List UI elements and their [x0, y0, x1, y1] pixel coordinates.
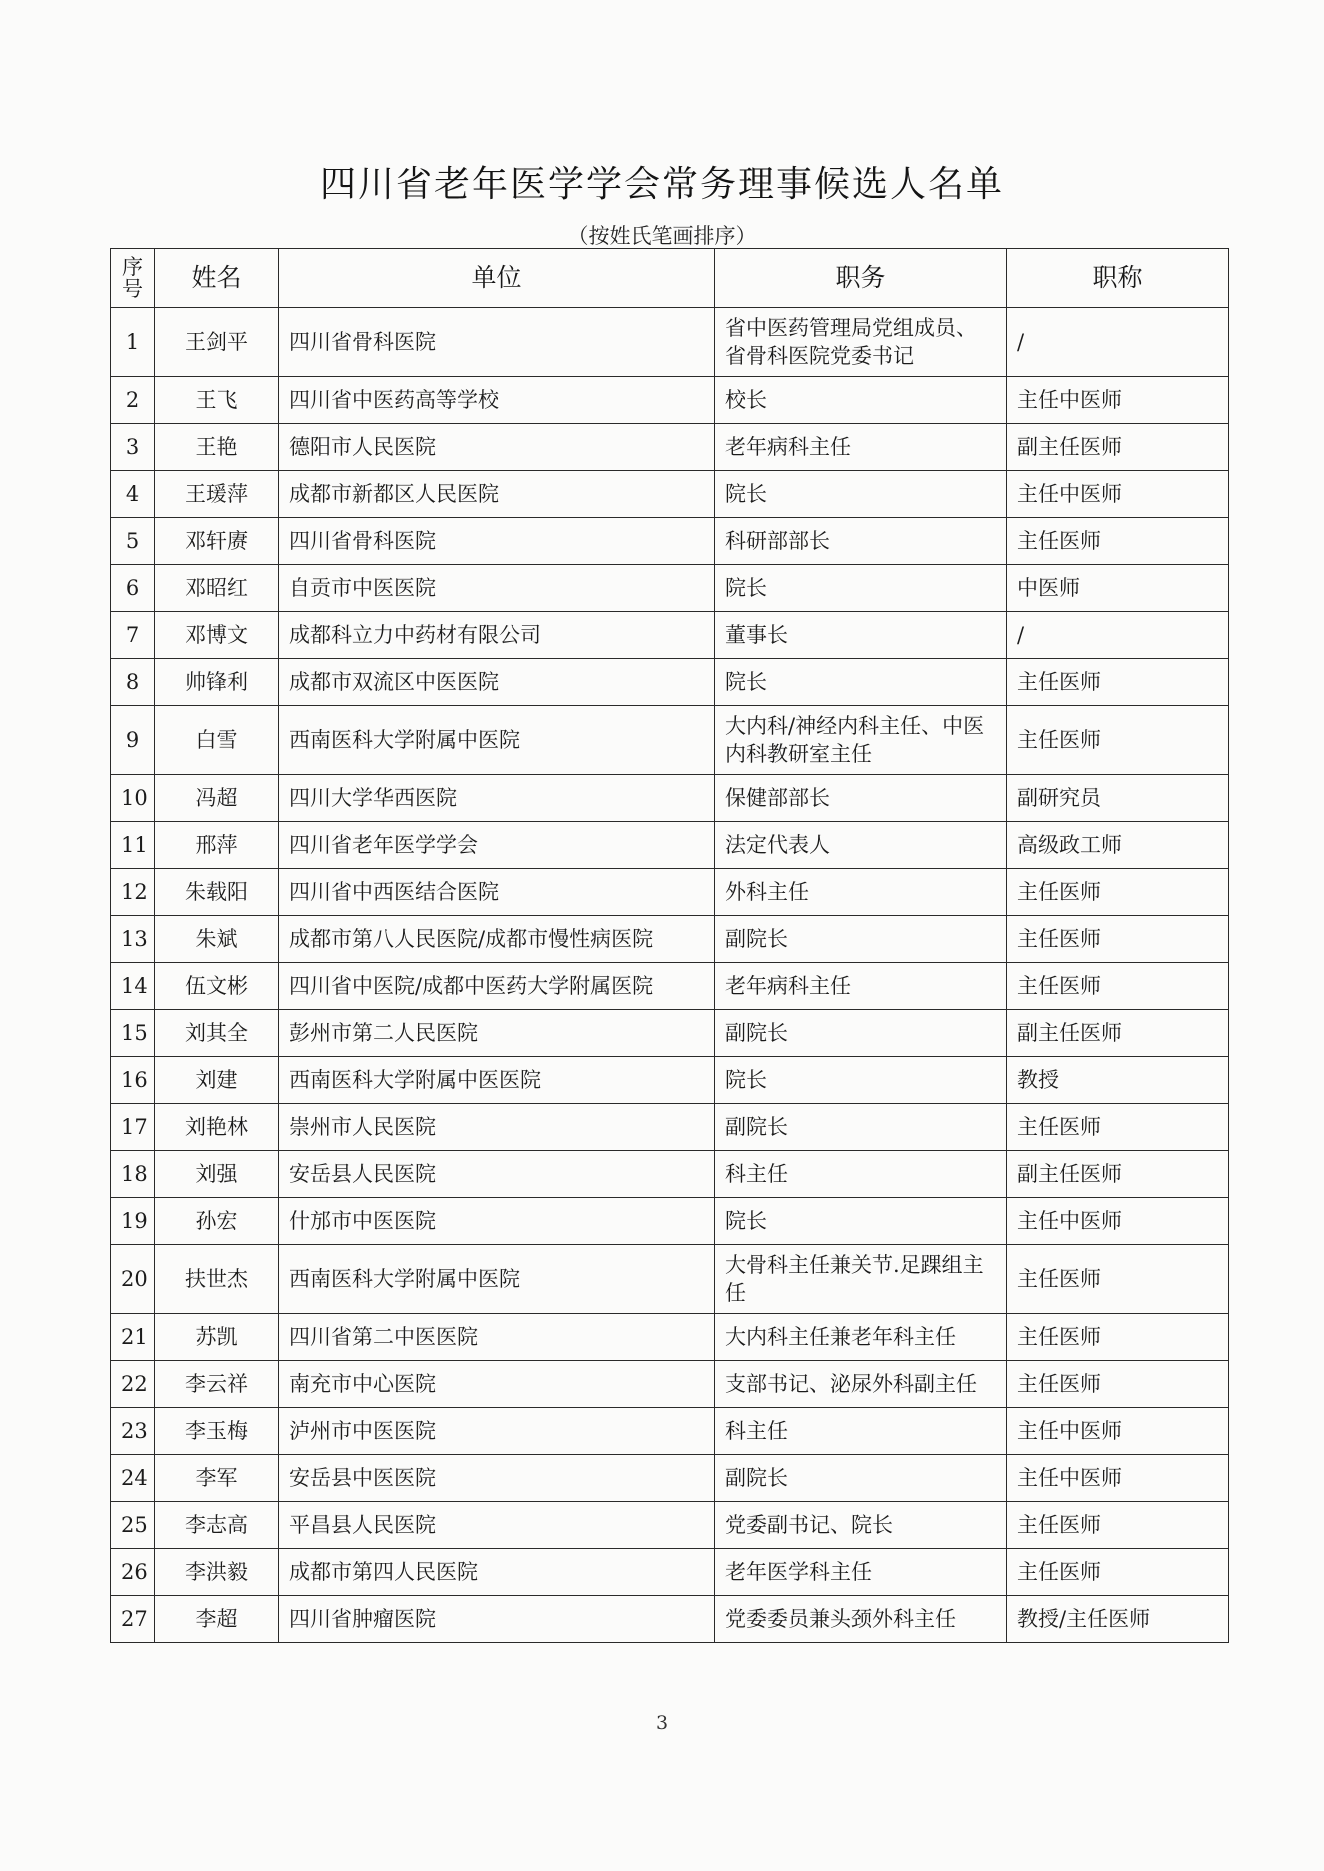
header-unit: 单位	[279, 249, 715, 308]
row-post: 院长	[715, 659, 1007, 706]
header-rank: 职称	[1007, 249, 1229, 308]
row-number: 5	[111, 518, 155, 565]
row-name: 王飞	[155, 377, 279, 424]
row-name: 刘艳林	[155, 1104, 279, 1151]
candidate-table	[110, 248, 1229, 1643]
row-name: 王瑗萍	[155, 471, 279, 518]
row-rank: 高级政工师	[1007, 822, 1229, 869]
row-rank: 副主任医师	[1007, 1151, 1229, 1198]
table-row	[111, 706, 1229, 775]
row-unit: 泸州市中医医院	[279, 1408, 715, 1455]
row-rank: 副主任医师	[1007, 1010, 1229, 1057]
row-name: 白雪	[155, 706, 279, 775]
row-post: 副院长	[715, 1455, 1007, 1502]
header-seq: 序号	[111, 249, 155, 308]
row-post: 院长	[715, 565, 1007, 612]
table-row	[111, 518, 1229, 565]
row-post: 科主任	[715, 1408, 1007, 1455]
row-number: 15	[111, 1010, 155, 1057]
row-post: 院长	[715, 1057, 1007, 1104]
row-unit: 四川大学华西医院	[279, 775, 715, 822]
row-number: 6	[111, 565, 155, 612]
row-name: 李军	[155, 1455, 279, 1502]
row-number: 14	[111, 963, 155, 1010]
row-post: 副院长	[715, 1010, 1007, 1057]
row-rank: 主任中医师	[1007, 1408, 1229, 1455]
page-subtitle: （按姓氏笔画排序）	[567, 224, 757, 248]
table-row	[111, 822, 1229, 869]
row-name: 邓博文	[155, 612, 279, 659]
row-unit: 安岳县中医医院	[279, 1455, 715, 1502]
row-number: 27	[111, 1596, 155, 1643]
table-row	[111, 612, 1229, 659]
row-unit: 成都市双流区中医医院	[279, 659, 715, 706]
table-row	[111, 1596, 1229, 1643]
row-post: 省中医药管理局党组成员、省骨科医院党委书记	[715, 308, 1007, 377]
row-unit: 四川省第二中医医院	[279, 1314, 715, 1361]
row-unit: 四川省老年医学学会	[279, 822, 715, 869]
row-name: 冯超	[155, 775, 279, 822]
row-number: 7	[111, 612, 155, 659]
row-number: 26	[111, 1549, 155, 1596]
row-post: 副院长	[715, 1104, 1007, 1151]
table-row	[111, 1502, 1229, 1549]
table-row	[111, 963, 1229, 1010]
row-name: 李洪毅	[155, 1549, 279, 1596]
row-unit: 安岳县人民医院	[279, 1151, 715, 1198]
row-rank: 主任医师	[1007, 869, 1229, 916]
row-post: 党委委员兼头颈外科主任	[715, 1596, 1007, 1643]
row-unit: 西南医科大学附属中医院	[279, 706, 715, 775]
row-unit: 西南医科大学附属中医医院	[279, 1057, 715, 1104]
row-post: 大内科主任兼老年科主任	[715, 1314, 1007, 1361]
row-name: 李超	[155, 1596, 279, 1643]
row-rank: 主任医师	[1007, 659, 1229, 706]
table-row	[111, 377, 1229, 424]
row-rank: 教授	[1007, 1057, 1229, 1104]
row-number: 10	[111, 775, 155, 822]
row-post: 党委副书记、院长	[715, 1502, 1007, 1549]
row-name: 伍文彬	[155, 963, 279, 1010]
row-unit: 成都市新都区人民医院	[279, 471, 715, 518]
row-unit: 德阳市人民医院	[279, 424, 715, 471]
row-rank: 教授/主任医师	[1007, 1596, 1229, 1643]
row-rank: 主任医师	[1007, 1245, 1229, 1314]
row-number: 22	[111, 1361, 155, 1408]
page-title: 四川省老年医学学会常务理事候选人名单	[319, 164, 1004, 205]
row-post: 保健部部长	[715, 775, 1007, 822]
row-number: 20	[111, 1245, 155, 1314]
table-row	[111, 775, 1229, 822]
row-name: 帅锋利	[155, 659, 279, 706]
row-rank: 副主任医师	[1007, 424, 1229, 471]
row-name: 王艳	[155, 424, 279, 471]
table-row	[111, 1361, 1229, 1408]
table-row	[111, 1151, 1229, 1198]
row-rank: 主任医师	[1007, 1502, 1229, 1549]
row-name: 刘其全	[155, 1010, 279, 1057]
row-unit: 四川省肿瘤医院	[279, 1596, 715, 1643]
row-number: 4	[111, 471, 155, 518]
row-name: 王剑平	[155, 308, 279, 377]
table-row	[111, 1245, 1229, 1314]
header-post: 职务	[715, 249, 1007, 308]
row-name: 李玉梅	[155, 1408, 279, 1455]
row-unit: 自贡市中医医院	[279, 565, 715, 612]
row-rank: 主任医师	[1007, 1549, 1229, 1596]
row-name: 苏凯	[155, 1314, 279, 1361]
row-unit: 南充市中心医院	[279, 1361, 715, 1408]
row-rank: 主任医师	[1007, 1361, 1229, 1408]
row-unit: 四川省骨科医院	[279, 518, 715, 565]
row-name: 扶世杰	[155, 1245, 279, 1314]
row-number: 24	[111, 1455, 155, 1502]
row-name: 刘建	[155, 1057, 279, 1104]
row-number: 25	[111, 1502, 155, 1549]
row-name: 邓昭红	[155, 565, 279, 612]
row-rank: 主任中医师	[1007, 1455, 1229, 1502]
table-row	[111, 1549, 1229, 1596]
row-post: 院长	[715, 471, 1007, 518]
row-rank: 主任中医师	[1007, 377, 1229, 424]
row-rank: 主任医师	[1007, 916, 1229, 963]
row-name: 邢萍	[155, 822, 279, 869]
row-post: 董事长	[715, 612, 1007, 659]
row-unit: 西南医科大学附属中医院	[279, 1245, 715, 1314]
row-rank: 主任医师	[1007, 1104, 1229, 1151]
header-name: 姓名	[155, 249, 279, 308]
row-post: 院长	[715, 1198, 1007, 1245]
row-number: 8	[111, 659, 155, 706]
row-unit: 什邡市中医医院	[279, 1198, 715, 1245]
row-number: 3	[111, 424, 155, 471]
row-rank: 主任医师	[1007, 518, 1229, 565]
row-post: 老年医学科主任	[715, 1549, 1007, 1596]
table-row	[111, 1198, 1229, 1245]
row-number: 11	[111, 822, 155, 869]
row-name: 孙宏	[155, 1198, 279, 1245]
table-row	[111, 1057, 1229, 1104]
row-number: 16	[111, 1057, 155, 1104]
row-post: 科研部部长	[715, 518, 1007, 565]
row-unit: 彭州市第二人民医院	[279, 1010, 715, 1057]
table-row	[111, 659, 1229, 706]
row-number: 19	[111, 1198, 155, 1245]
row-rank: 主任中医师	[1007, 1198, 1229, 1245]
row-rank: /	[1007, 612, 1229, 659]
row-name: 朱载阳	[155, 869, 279, 916]
row-number: 9	[111, 706, 155, 775]
row-post: 副院长	[715, 916, 1007, 963]
row-post: 外科主任	[715, 869, 1007, 916]
row-number: 17	[111, 1104, 155, 1151]
table-row	[111, 1408, 1229, 1455]
table-row	[111, 565, 1229, 612]
table-body	[111, 308, 1229, 1643]
row-rank: 副研究员	[1007, 775, 1229, 822]
row-number: 13	[111, 916, 155, 963]
row-name: 刘强	[155, 1151, 279, 1198]
row-post: 大骨科主任兼关节.足踝组主任	[715, 1245, 1007, 1314]
row-name: 邓轩赓	[155, 518, 279, 565]
row-rank: 中医师	[1007, 565, 1229, 612]
page-number: 3	[655, 1712, 669, 1734]
row-unit: 崇州市人民医院	[279, 1104, 715, 1151]
table-row	[111, 869, 1229, 916]
table-row	[111, 308, 1229, 377]
table-row	[111, 1314, 1229, 1361]
row-name: 朱斌	[155, 916, 279, 963]
row-unit: 平昌县人民医院	[279, 1502, 715, 1549]
row-number: 12	[111, 869, 155, 916]
row-number: 21	[111, 1314, 155, 1361]
row-rank: 主任中医师	[1007, 471, 1229, 518]
row-rank: /	[1007, 308, 1229, 377]
row-rank: 主任医师	[1007, 706, 1229, 775]
row-name: 李云祥	[155, 1361, 279, 1408]
row-number: 23	[111, 1408, 155, 1455]
row-number: 18	[111, 1151, 155, 1198]
row-unit: 四川省中西医结合医院	[279, 869, 715, 916]
row-post: 老年病科主任	[715, 424, 1007, 471]
row-post: 老年病科主任	[715, 963, 1007, 1010]
row-unit: 四川省骨科医院	[279, 308, 715, 377]
row-number: 2	[111, 377, 155, 424]
row-number: 1	[111, 308, 155, 377]
row-rank: 主任医师	[1007, 963, 1229, 1010]
table-row	[111, 1104, 1229, 1151]
row-post: 校长	[715, 377, 1007, 424]
row-unit: 成都市第四人民医院	[279, 1549, 715, 1596]
row-unit: 四川省中医药高等学校	[279, 377, 715, 424]
row-unit: 成都市第八人民医院/成都市慢性病医院	[279, 916, 715, 963]
row-unit: 成都科立力中药材有限公司	[279, 612, 715, 659]
table-header-row	[111, 249, 1229, 308]
row-post: 支部书记、泌尿外科副主任	[715, 1361, 1007, 1408]
row-post: 科主任	[715, 1151, 1007, 1198]
row-name: 李志高	[155, 1502, 279, 1549]
row-rank: 主任医师	[1007, 1314, 1229, 1361]
table-row	[111, 916, 1229, 963]
table-row	[111, 471, 1229, 518]
table-row	[111, 424, 1229, 471]
table-row	[111, 1455, 1229, 1502]
row-post: 法定代表人	[715, 822, 1007, 869]
table-row	[111, 1010, 1229, 1057]
row-unit: 四川省中医院/成都中医药大学附属医院	[279, 963, 715, 1010]
row-post: 大内科/神经内科主任、中医内科教研室主任	[715, 706, 1007, 775]
